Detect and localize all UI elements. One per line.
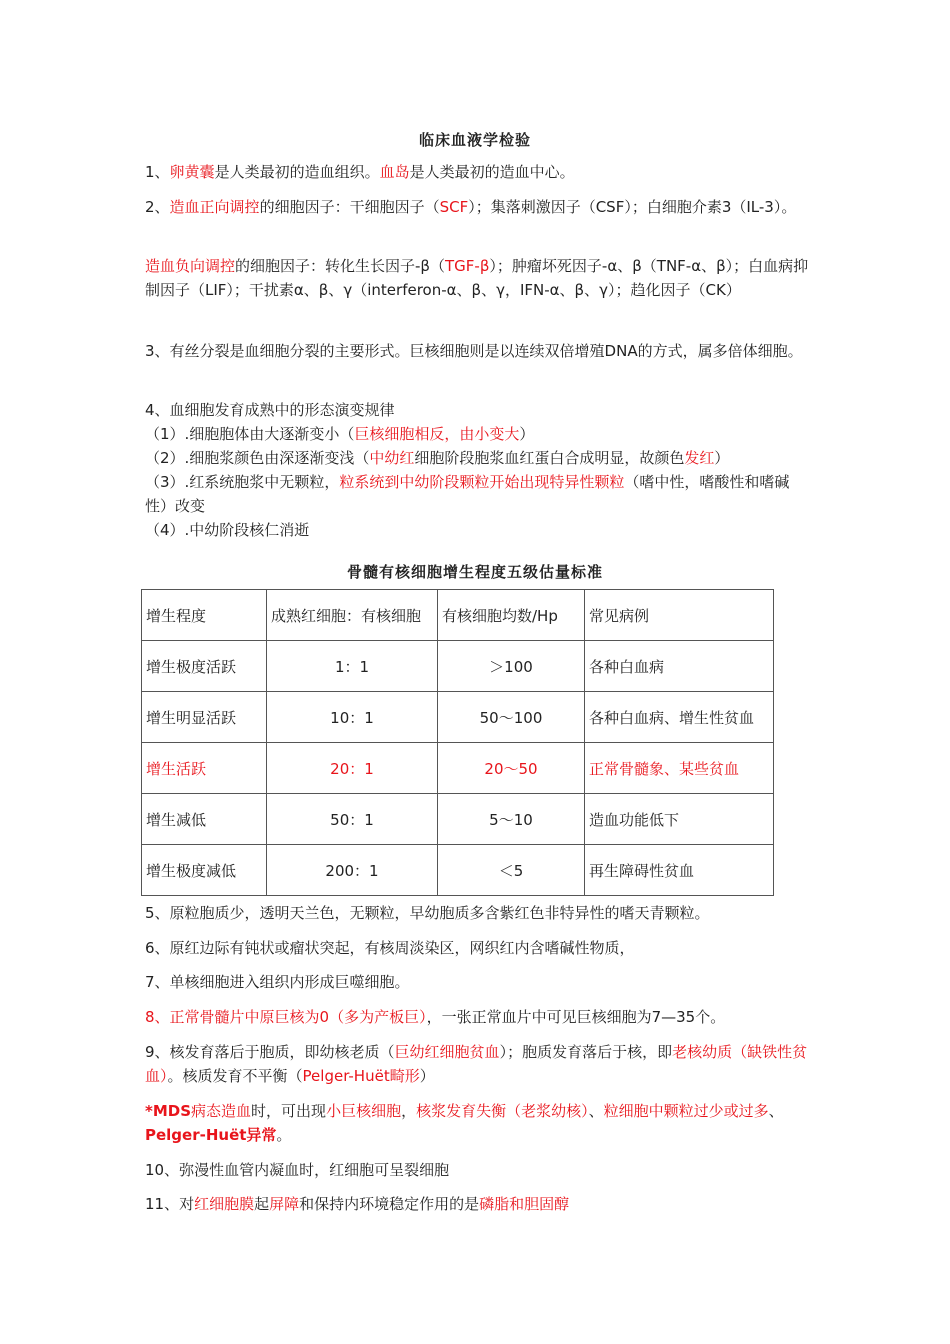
item-2-text: 的细胞因子：干细胞因子（ bbox=[259, 198, 440, 216]
header-cell: 常见病例 bbox=[585, 590, 774, 641]
mds-note-e: ， bbox=[401, 1102, 417, 1120]
item-4-line-1 bbox=[145, 422, 810, 446]
item-1-term-2: 血岛 bbox=[379, 163, 410, 181]
table-cell: ＜5 bbox=[438, 845, 585, 896]
table-cell: 各种白血病、增生性贫血 bbox=[585, 692, 774, 743]
item-10: 10、弥漫性血管内凝血时，红细胞可呈裂细胞 bbox=[145, 1161, 450, 1179]
table-cell: 10：1 bbox=[267, 692, 438, 743]
mds-note-g: 、 bbox=[588, 1102, 604, 1120]
item-4-line-2-a: （2）.细胞浆颜色由深逐渐变浅（ bbox=[145, 449, 370, 467]
item-9-f: Pelger-Huët畸形 bbox=[302, 1067, 420, 1085]
mds-note-f: 核浆发育失衡（老浆幼核） bbox=[416, 1102, 589, 1120]
table-cell: 50～100 bbox=[438, 692, 585, 743]
header-cell: 增生程度 bbox=[142, 590, 267, 641]
item-1-text: 是人类最初的造血组织。 bbox=[214, 163, 380, 181]
item-4-line-2-c: 细胞阶段胞浆血红蛋白合成明显，故颜色 bbox=[414, 449, 685, 467]
mds-note bbox=[145, 1099, 810, 1147]
item-11-e: 和保持内环境稳定作用的是 bbox=[299, 1195, 480, 1213]
table-cell: 增生极度减低 bbox=[142, 845, 267, 896]
table-cell: 20～50 bbox=[438, 743, 585, 794]
item-2-scf: SCF bbox=[439, 198, 469, 216]
item-9 bbox=[145, 1040, 810, 1088]
item-8 bbox=[145, 1005, 810, 1029]
table-cell: 再生障碍性贫血 bbox=[585, 845, 774, 896]
table-row-highlighted bbox=[142, 743, 774, 794]
table-cell: 20：1 bbox=[267, 743, 438, 794]
item-9-g: ） bbox=[419, 1067, 435, 1085]
table-cell: 5～10 bbox=[438, 794, 585, 845]
item-11-d: 屏障 bbox=[269, 1195, 300, 1213]
table-header-row bbox=[142, 590, 774, 641]
mds-note-j: Pelger-Huët异常 bbox=[145, 1126, 277, 1144]
header-cell: 成熟红细胞：有核细胞 bbox=[267, 590, 438, 641]
item-4-line-2-d: 发红 bbox=[684, 449, 715, 467]
item-4-line-4: （4）.中幼阶段核仁消逝 bbox=[145, 521, 310, 539]
table-row bbox=[142, 692, 774, 743]
table-title: 骨髓有核细胞增生程度五级估量标准 bbox=[346, 563, 603, 581]
mds-note-i: 、 bbox=[768, 1102, 784, 1120]
table-cell: 增生极度活跃 bbox=[142, 641, 267, 692]
header-cell: 有核细胞均数/Hp bbox=[438, 590, 585, 641]
item-4-heading: 4、血细胞发育成熟中的形态演变规律 bbox=[145, 401, 395, 419]
item-1-term: 卵黄囊 bbox=[169, 163, 215, 181]
item-1-text-2: 是人类最初的造血中心。 bbox=[409, 163, 575, 181]
table-cell: 造血功能低下 bbox=[585, 794, 774, 845]
item-11-f: 磷脂和胆固醇 bbox=[479, 1195, 570, 1213]
mds-note-c: 时，可出现 bbox=[251, 1102, 327, 1120]
table-row bbox=[142, 794, 774, 845]
table-row bbox=[142, 845, 774, 896]
item-11-a: 11、对 bbox=[145, 1195, 195, 1213]
mds-note-h: 粒细胞中颗粒过少或过多 bbox=[603, 1102, 769, 1120]
mds-note-b: 病态造血 bbox=[191, 1102, 252, 1120]
item-1 bbox=[145, 160, 810, 184]
item-7: 7、单核细胞进入组织内形成巨噬细胞。 bbox=[145, 973, 410, 991]
item-4-line-1-b: 巨核细胞相反，由小变大 bbox=[354, 425, 520, 443]
item-11-c: 起 bbox=[254, 1195, 270, 1213]
table-row bbox=[142, 641, 774, 692]
mds-note-d: 小巨核细胞 bbox=[326, 1102, 402, 1120]
item-4-line-2 bbox=[145, 446, 810, 470]
item-2-term: 造血正向调控 bbox=[169, 198, 260, 216]
table-cell: ＞100 bbox=[438, 641, 585, 692]
item-9-e: 。核质发育不平衡（ bbox=[167, 1067, 303, 1085]
item-2b-text-2: ）；肿瘤坏死因子-α、β（TNF-α、β）；白血病抑制因子（LIF）；干扰素α、β、γ（interferon-α、β、γ，IFN-α、β、γ）；趋化因子（CK） bbox=[145, 257, 809, 299]
page-title: 临床血液学检验 bbox=[418, 131, 531, 149]
item-4-line-3 bbox=[145, 470, 810, 518]
item-5: 5、原粒胞质少，透明天兰色，无颗粒，早幼胞质多含紫红色非特异性的嗜天青颗粒。 bbox=[145, 904, 710, 922]
table-cell: 增生减低 bbox=[142, 794, 267, 845]
item-2b bbox=[145, 254, 810, 302]
item-4-line-3-a: （3）.红系统胞浆中无颗粒， bbox=[145, 473, 340, 491]
item-4 bbox=[145, 398, 810, 542]
item-4-line-2-e: ） bbox=[714, 449, 730, 467]
item-4-line-1-a: （1）.细胞胞体由大逐渐变小（ bbox=[145, 425, 355, 443]
item-11 bbox=[145, 1192, 810, 1216]
item-2 bbox=[145, 195, 810, 219]
item-4-line-3-b: 粒系统到中幼阶段颗粒开始出现特异性颗粒 bbox=[339, 473, 625, 491]
item-2b-term: 造血负向调控 bbox=[145, 257, 236, 275]
table-cell: 1：1 bbox=[267, 641, 438, 692]
table-cell: 增生活跃 bbox=[142, 743, 267, 794]
table-cell: 正常骨髓象、某些贫血 bbox=[585, 743, 774, 794]
item-9-a: 9、核发育落后于胞质，即幼核老质（ bbox=[145, 1043, 395, 1061]
item-11-b: 红细胞膜 bbox=[194, 1195, 255, 1213]
item-2b-tgf: TGF-β bbox=[445, 257, 490, 275]
item-4-line-2-b: 中幼红 bbox=[369, 449, 415, 467]
item-8-num: 8、 bbox=[145, 1008, 170, 1026]
item-9-c: ）；胞质发育落后于核，即 bbox=[499, 1043, 673, 1061]
item-8-term: 正常骨髓片中原巨核为0（多为产板巨） bbox=[169, 1008, 427, 1026]
table-cell: 增生明显活跃 bbox=[142, 692, 267, 743]
table-cell: 各种白血病 bbox=[585, 641, 774, 692]
proliferation-table bbox=[141, 589, 774, 896]
mds-note-a: *MDS bbox=[145, 1102, 192, 1120]
item-2-num: 2、 bbox=[145, 198, 170, 216]
item-4-line-3-c: （嗜中性，嗜酸性和嗜碱性）改变 bbox=[145, 473, 790, 515]
item-9-b: 巨幼红细胞贫血 bbox=[394, 1043, 500, 1061]
item-3: 3、有丝分裂是血细胞分裂的主要形式。巨核细胞则是以连续双倍增殖DNA的方式，属多倍体细胞。 bbox=[145, 342, 803, 360]
item-2b-text: 的细胞因子：转化生长因子-β（ bbox=[235, 257, 446, 275]
table-cell: 50：1 bbox=[267, 794, 438, 845]
item-6: 6、原红边际有钝状或瘤状突起，有核周淡染区，网织红内含嗜碱性物质， bbox=[145, 939, 635, 957]
item-1-num: 1、 bbox=[145, 163, 170, 181]
table-cell: 200：1 bbox=[267, 845, 438, 896]
item-9-d: 老核幼质（缺铁性贫血） bbox=[145, 1043, 808, 1085]
item-8-text: ，一张正常血片中可见巨核细胞为7—35个。 bbox=[426, 1008, 726, 1026]
mds-note-k: 。 bbox=[276, 1126, 292, 1144]
item-4-line-1-c: ） bbox=[519, 425, 535, 443]
item-2-text-2: ）；集落刺激因子（CSF）；白细胞介素3（IL-3）。 bbox=[468, 198, 797, 216]
